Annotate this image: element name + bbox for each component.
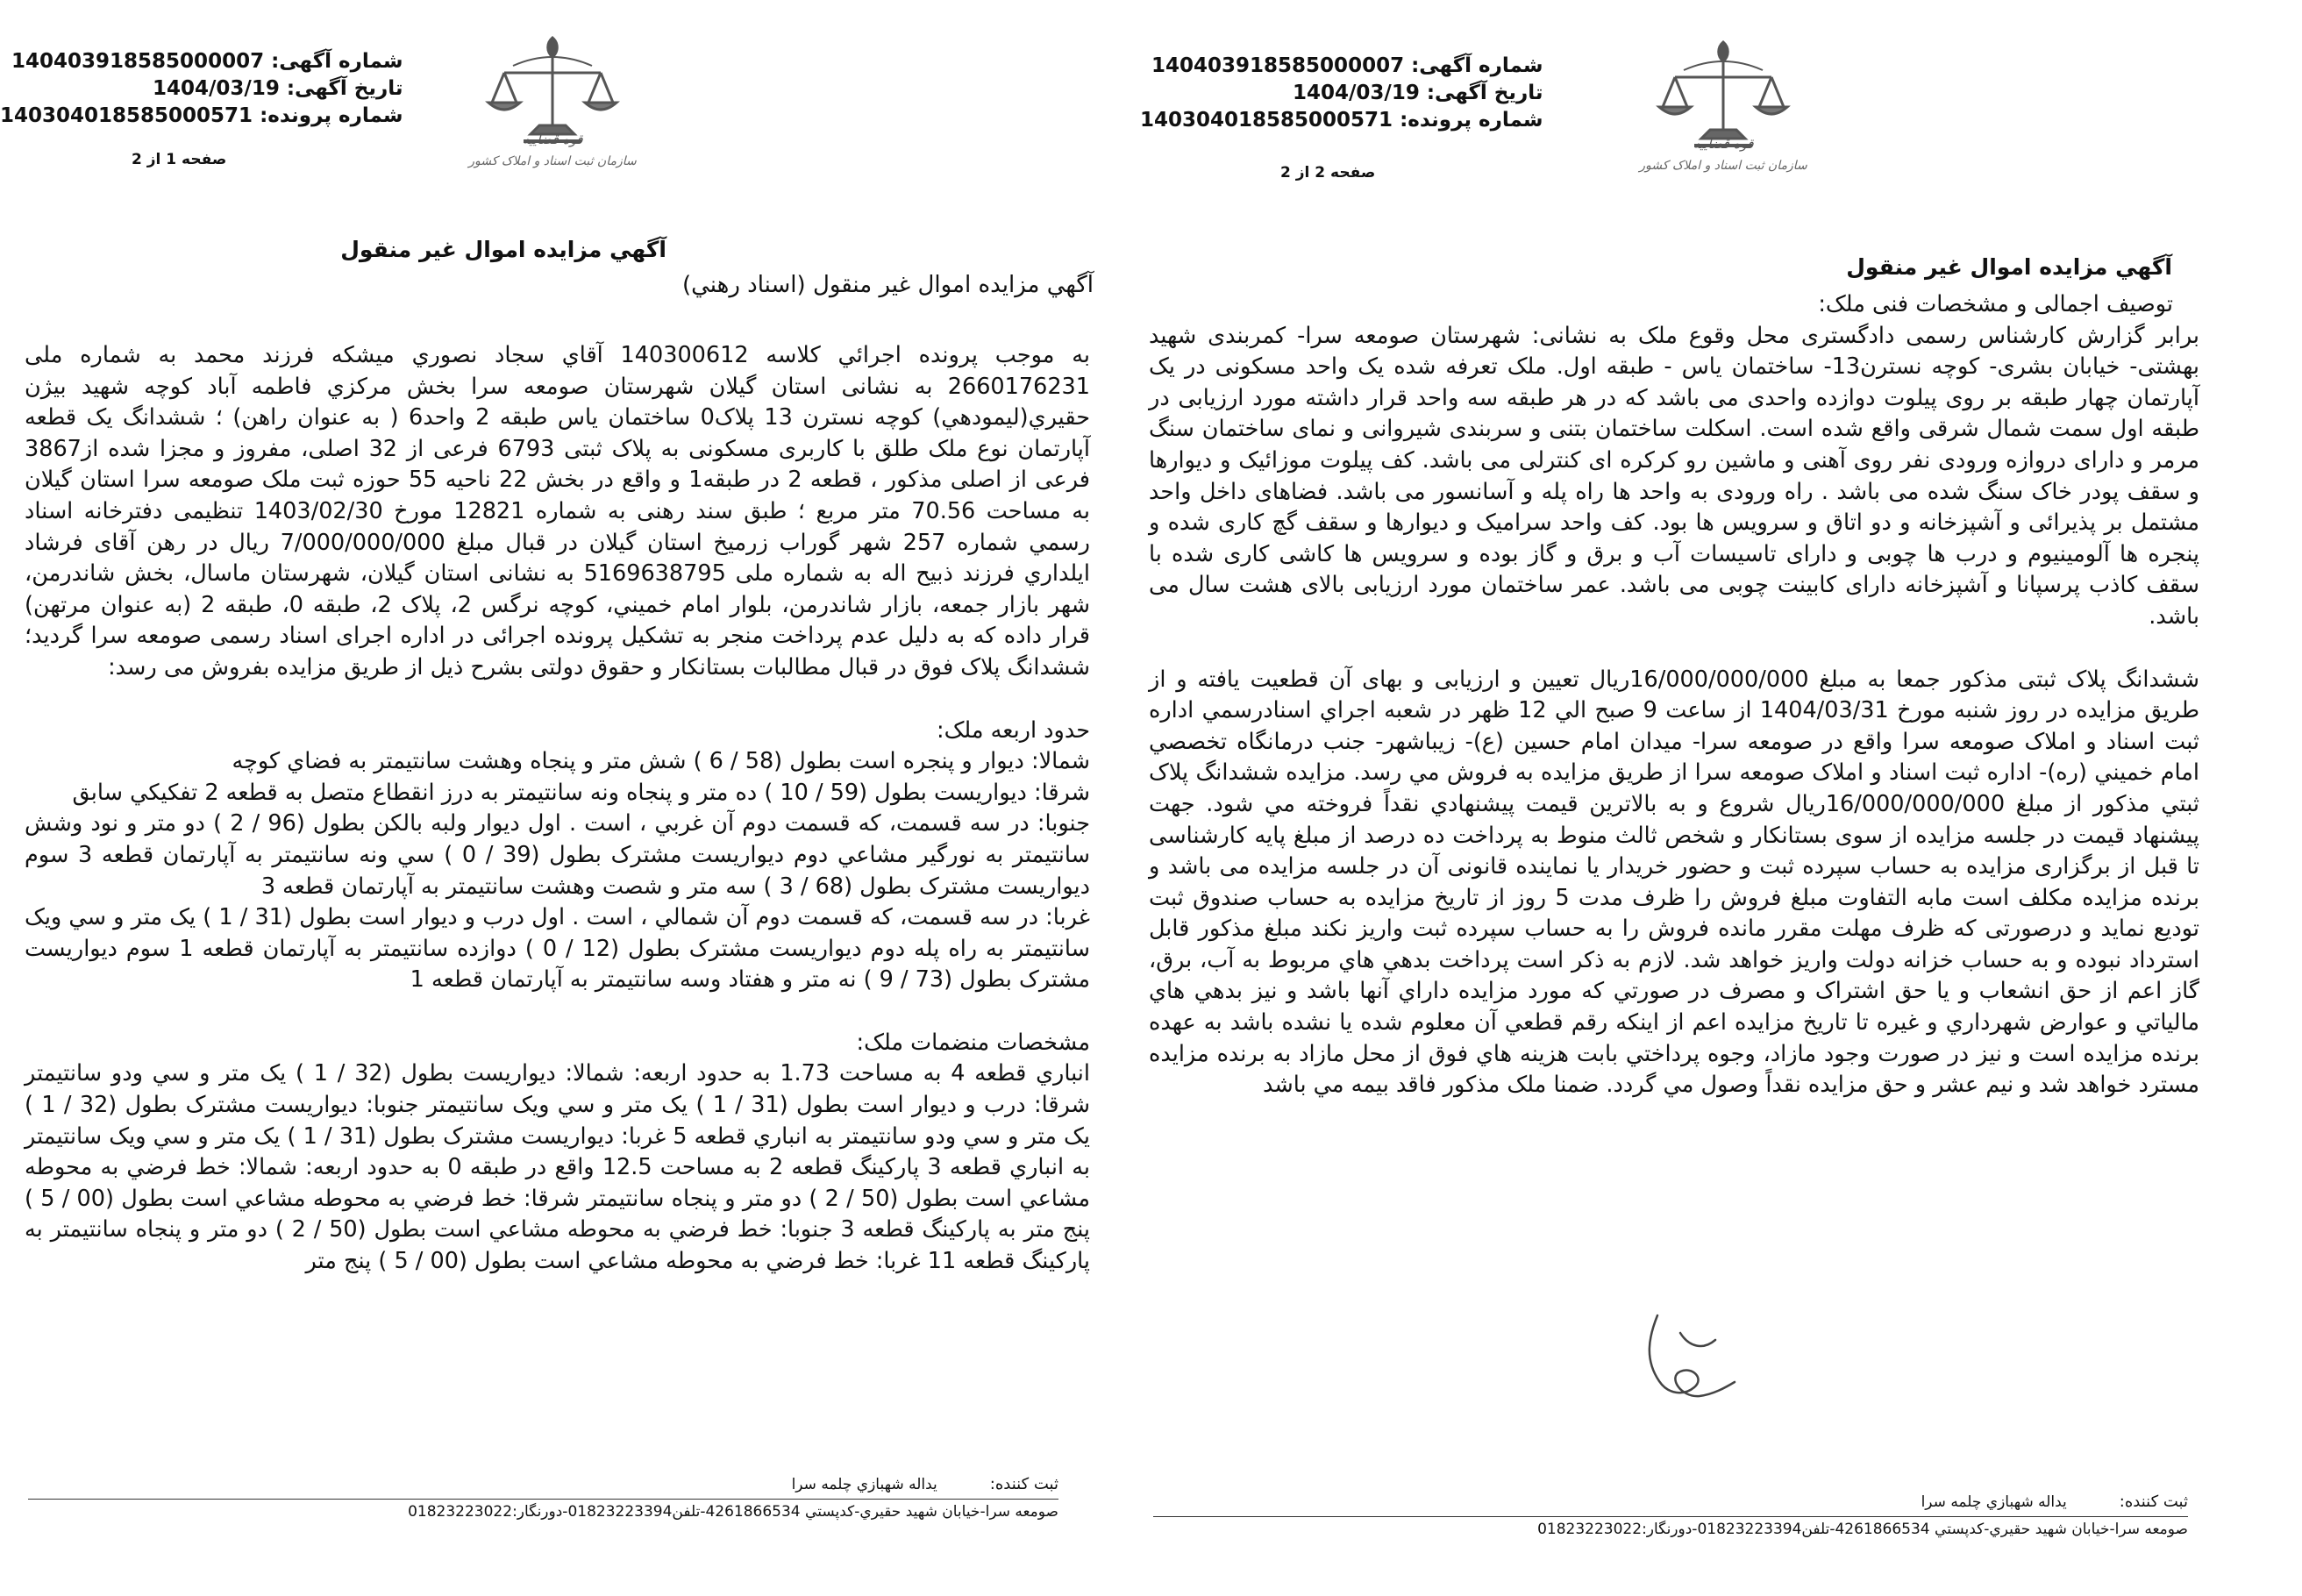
- boundaries-heading: حدود اربعه ملک:: [936, 716, 1090, 744]
- footer: [28, 1475, 1058, 1521]
- office-address: صومعه سرا-خيابان شهيد حقيري-كدپستي 4261866534-تلفن01823223394-دورنگار:01823223022: [1537, 1521, 2188, 1538]
- case-number-label: شماره پرونده:: [260, 104, 403, 127]
- judiciary-emblem: [1639, 13, 1807, 180]
- registrar-label: ثبت كننده:: [989, 1475, 1058, 1493]
- boundary-north: شمالا: ديوار و پنجره است بطول (58 / 6 ) شش متر و پنجاه وهشت سانتيمتر به فضاي كوچه: [232, 748, 1090, 775]
- page-title: آگهي مزايده اموال غير منقول: [1846, 254, 2172, 280]
- office-address: صومعه سرا-خيابان شهيد حقيري-كدپستي 4261866534-تلفن01823223394-دورنگار:01823223022: [408, 1503, 1058, 1521]
- auction-terms-paragraph: ششدانگ پلاک ثبتی مذکور جمعا به مبلغ 16/000/000/000ريال تعیین و ارزیابی و بهای آن قطعیت یافته و از طریق مزایده در روز شنبه مورخ 1404/03/31 از ساعت 9 صبح الي 12 ظهر در شعبه اجراي اسنادرسمي اداره ثبت اسناد و املاک صومعه سرا واقع در صومعه سرا- ميدان امام حسين (ع)- زيباشهر- جنب درمانگاه تخصصي امام خميني (ره)- اداره ثبت اسناد و املاک صومعه سرا از طريق مزايده به فروش مي رسد. مزايده ششدانگ پلاک ثبتي مذكور از مبلغ 16/000/000/000ريال شروع و به بالاترين قيمت پيشنهادي نقداً فروخته مي شود. جهت پیشنهاد قیمت در جلسه مزایده از سوی بستانكار و شخص ثالث منوط به پرداخت ده درصد از مبلغ پايه کارشناسی تا قبل از برگزاری مزايده به حساب سپرده ثبت و حضور خريدار يا نماينده قانونی آن در جلسه مزايده می باشد و برنده مزايده مكلف است مابه التفاوت مبلغ فروش را ظرف مدت 5 روز از تاريخ مزايده به حساب صندوق ثبت توديع نمايد و درصورتی كه ظرف مهلت مقرر مانده فروش را به حساب سپرده ثبت واريز نكند مبلغ مذكور قابل استرداد نبوده و به حساب خزانه دولت واريز خواهد شد. لازم به ذكر است پرداخت بدهي هاي مربوط به آب، برق، گاز اعم از حق انشعاب و يا حق اشتراک و مصرف در صورتي كه مورد مزايده داراي آنها باشد و نيز بدهي هاي مالياتي و عوارض شهرداري و غيره تا تاريخ مزايده اعم از اينكه رقم قطعي آن معلوم شده يا نشده باشد به عهده برنده مزايده است و نيز در صورت وجود مازاد، وجوه پرداختي بابت هزينه هاي فوق از محل مازاد به برنده مزايده مسترد خواهد شد و نيم عشر و حق مزايده نقداً وصول مي گردد. ضمنا ملک مذكور فاقد بيمه مي باشد: [1149, 666, 2200, 1099]
- body-text: [1149, 289, 2199, 1101]
- case-number: 140304018585000571: [0, 104, 253, 127]
- technical-description-paragraph: برابر گزارش کارشناس رسمی دادگستری محل وقوع ملک به نشانی: شهرستان صومعه سرا- کمربندی شهید بهشتی- خیابان بشری- کوچه نسترن13- ساختمان یاس - طبقه اول. ملک تعرفه شده یک واحد مسکونی در یک آپارتمان چهار طبقه بر روی پیلوت دوازده واحدی می باشد که در هر طبقه سه واحد قرار داشته مورد ارزیابی در طبقه اول سمت شمال شرقی واقع شده است. اسکلت ساختمان بتنی و سربندی شیروانی و نمای ساختمان سنگ مرمر و دارای دروازه ورودی نفر روی آهنی و ماشین رو کرکره ای کنترلی می باشد. کف پیلوت موزائیک و دیوارها و سقف پودر خاک سنگ شده می باشد . راه ورودی به واحد ها راه پله و آسانسور می باشد. فضاهای داخل واحد مشتمل بر پذیرائی و آشپزخانه و دو اتاق و سرویس ها بود. کف واحد سرامیک و دیوارها و سقف گچ کاری شده و پنجره ها آلومینیوم و درب ها چوبی و دارای تاسیسات آب و برق و گاز بوده و سرویس ها کاشی کاری شده با سقف کاذب پرسپانا و آشپزخانه دارای کابینت چوبی می باشد. عمر ساختمان مورد ارزیابی بالای هشت سال می باشد.: [1149, 322, 2200, 630]
- ad-number-row: [0, 48, 403, 75]
- handwritten-signature-icon: [1596, 1298, 1771, 1421]
- registrar-row: [1153, 1493, 2188, 1513]
- ad-date-row: [1140, 80, 1543, 107]
- emblem-judiciary-text: قوه قضاییه: [522, 132, 583, 147]
- boundary-south: جنوبا: در سه قسمت، كه قسمت دوم آن غربي ، است . اول ديوار ولبه بالكن بطول (96 / 2 ) دو متر و نود وشش سانتيمتر به نورگير مشاعي دوم ديواريست مشترک بطول (39 / 0 ) سي ونه سانتيمتر به آپارتمان قطعه 3 سوم ديواريست مشترک بطول (68 / 3 ) سه متر و شصت وهشت سانتيمتر به آپارتمان قطعه 3: [25, 810, 1091, 900]
- scales-of-justice-emblem-icon: [478, 9, 627, 175]
- registrar-name: يداله شهبازي چلمه سرا: [1921, 1493, 2067, 1511]
- registrar-row: [28, 1475, 1058, 1495]
- page-number: صفحه 2 از 2: [1280, 164, 1376, 182]
- page-1: [0, 0, 1131, 1596]
- page-subtitle: آگهي مزايده اموال غير منقول (اسناد رهني): [681, 272, 1094, 298]
- judiciary-emblem: [468, 9, 637, 175]
- scales-of-justice-emblem-icon: [1649, 13, 1798, 180]
- registrar-label: ثبت كننده:: [2119, 1493, 2188, 1511]
- appurtenances-heading: مشخصات منضمات ملک:: [856, 1029, 1090, 1056]
- appurtenances-paragraph: انباري قطعه 4 به مساحت 1.73 به حدود اربعه: شمالا: ديواريست بطول (32 / 1 ) يک متر و سي ودو سانتيمتر شرقا: درب و ديوار است بطول (31 / 1 ) يک متر و سي ويک سانتيمتر جنوبا: ديواريست مشترک بطول (32 / 1 ) يک متر و سي ودو سانتيمتر به انباري قطعه 5 غربا: ديواريست مشترک بطول (31 / 1 ) يک متر و سي ويک سانتيمتر به انباري قطعه 3 پاركينگ قطعه 2 به مساحت 12.5 واقع در طبقه 0 به حدود اربعه: شمالا: خط فرضي به محوطه مشاعي است بطول (50 / 2 ) دو متر و پنجاه سانتيمتر شرقا: خط فرضي به محوطه مشاعي است بطول (00 / 5 ) پنج متر به پاركينگ قطعه 3 جنوبا: خط فرضي به محوطه مشاعي است بطول (50 / 2 ) دو متر و پنجاه سانتيمتر به پاركينگ قطعه 11 غربا: خط فرضي به محوطه مشاعي است بطول (00 / 5 ) پنج متر: [25, 1060, 1090, 1275]
- emblem-judiciary-text: قوه قضاییه: [1693, 136, 1754, 152]
- page-number: صفحه 1 از 2: [132, 151, 227, 168]
- case-number-row: [1140, 107, 1543, 134]
- case-intro-paragraph: به موجب پرونده اجرائي كلاسه 140300612 آقاي سجاد نصوري ميشكه فرزند محمد به شماره ملی 2660176231 به نشانی استان گيلان شهرستان صومعه سرا بخش مركزي فاطمه آباد كوچه شهيد بيژن حقيري(ليمودهي) كوچه نسترن 13 پلاک0 ساختمان ياس طبقه 2 واحد6 ( به عنوان راهن) ؛ ششدانگ يک قطعه آپارتمان نوع ملک طلق با کاربری مسکونی به پلاک ثبتی 6793 فرعی از 32 اصلی، مفروز و مجزا شده از3867 فرعی از اصلی مذکور ، قطعه 2 در طبقه1 و واقع در بخش 22 ناحيه 55 حوزه ثبت ملک صومعه سرا استان گيلان به مساحت 70.56 متر مربع ؛ طبق سند رهنی به شماره 12821 مورخ 1403/02/30 تنظیمی دفترخانه اسناد رسمي شماره 257 شهر گوراب زرميخ استان گيلان در قبال مبلغ 7/000/000/000 ريال در رهن آقای فرشاد ايلداري فرزند ذبيح اله به شماره ملی 5169638795 به نشانی استان گيلان، شهرستان ماسال، بخش شاندرمن، شهر بازار جمعه، بازار شاندرمن، بلوار امام خميني، كوچه نرگس 2، پلاک 2، طبقه 0، طبقه 2 (به عنوان مرتهن) قرار داده که به دلیل عدم پرداخت منجر به تشکیل پرونده اجرائی در اداره اجرای اسناد رسمی صومعه سرا گرديد؛ ششدانگ پلاک فوق در قبال مطالبات بستانکار و حقوق دولتی بشرح ذیل از طریق مزایده بفروش می رسد:: [25, 342, 1090, 680]
- ad-date-row: [0, 75, 403, 103]
- technical-description-heading: توصیف اجمالی و مشخصات فنی ملک:: [1818, 291, 2173, 317]
- page-title: آگهي مزايده اموال غير منقول: [340, 237, 666, 262]
- case-number-row: [0, 103, 403, 130]
- ad-date: 1404/03/19: [1293, 82, 1420, 104]
- ad-date: 1404/03/19: [153, 77, 280, 100]
- spacer: [25, 996, 1090, 1028]
- footer: [1153, 1493, 2188, 1538]
- ad-number-label: شماره آگهی:: [1411, 54, 1543, 77]
- registrar-name: يداله شهبازي چلمه سرا: [791, 1476, 937, 1493]
- ad-number: 140403918585000007: [11, 50, 265, 73]
- ad-date-label: تاریخ آگهی:: [1426, 82, 1543, 104]
- ad-date-label: تاریخ آگهی:: [286, 77, 403, 100]
- ad-number-label: شماره آگهی:: [271, 50, 403, 73]
- boundary-west: غربا: در سه قسمت، كه قسمت دوم آن شمالي ، است . اول درب و ديوار است بطول (31 / 1 ) يک متر و سي ويک سانتيمتر به راه پله دوم ديواريست مشترک بطول (12 / 0 ) دوازده سانتيمتر به آپارتمان قطعه 1 سوم ديواريست مشترک بطول (73 / 9 ) نه متر و هفتاد وسه سانتيمتر به آپارتمان قطعه 1: [25, 904, 1090, 994]
- emblem-registration-org-text: سازمان ثبت اسناد و املاک کشور: [468, 154, 637, 168]
- case-number: 140304018585000571: [1140, 109, 1393, 132]
- emblem-registration-org-text: سازمان ثبت اسناد و املاک کشور: [1639, 159, 1807, 173]
- ad-number: 140403918585000007: [1151, 54, 1405, 77]
- spacer: [1149, 633, 2199, 665]
- body-text: [25, 340, 1090, 1278]
- page-2: [1140, 0, 2302, 1596]
- ad-number-row: [1140, 53, 1543, 80]
- case-number-label: شماره پرونده:: [1400, 109, 1543, 132]
- boundary-east: شرقا: ديواريست بطول (59 / 10 ) ده متر و پنجاه ونه سانتيمتر به درز انقطاع متصل به قطعه 2 تفكيكي سابق: [72, 779, 1090, 806]
